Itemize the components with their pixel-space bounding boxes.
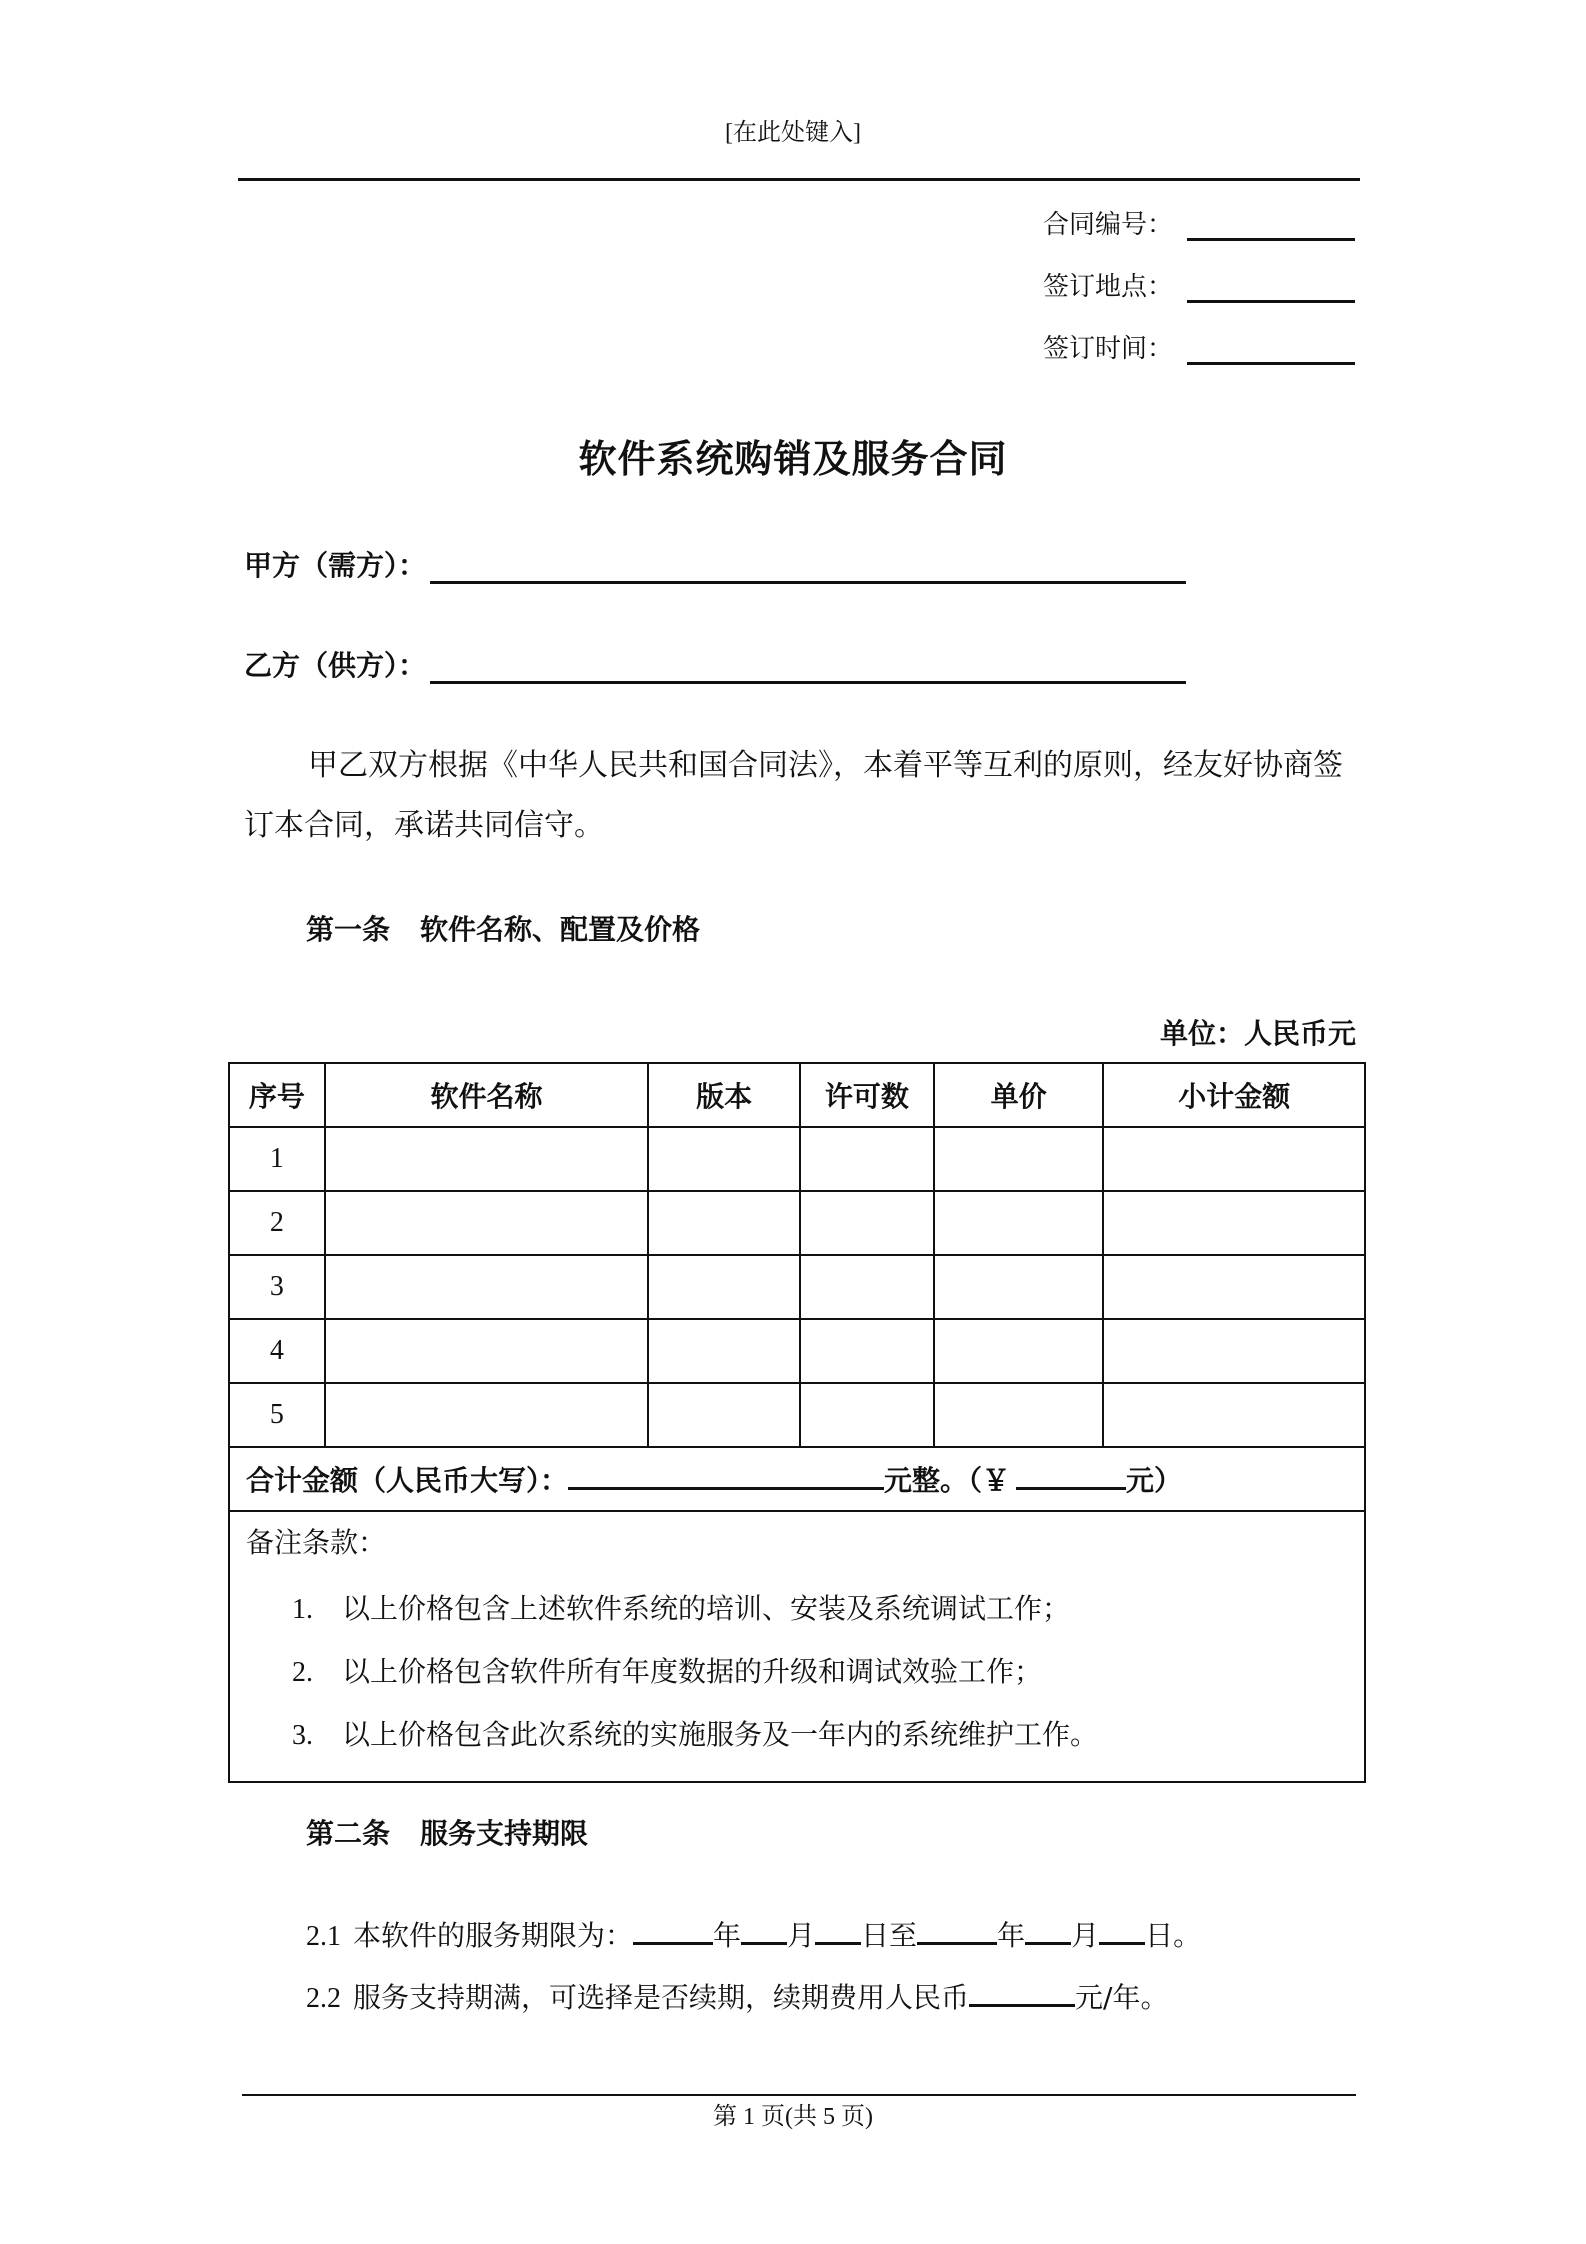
table-row (229, 1383, 1365, 1447)
signing-place-blank[interactable] (1187, 270, 1355, 303)
currency-unit: 单位：人民币元 (1159, 1017, 1356, 1050)
cell-license-count[interactable] (800, 1383, 934, 1447)
clause-text: 服务支持期满，可选择是否续期，续期费用人民币 (353, 1981, 970, 2014)
contract-number-field (1043, 204, 1355, 241)
contract-number-blank[interactable] (1187, 208, 1355, 241)
month-label: 月 (1071, 1919, 1100, 1952)
end-year-blank[interactable] (917, 1914, 997, 1945)
cell-license-count[interactable] (800, 1127, 934, 1191)
party-b-blank[interactable] (430, 651, 1186, 684)
year-label: 年 (997, 1919, 1026, 1952)
row-index: 1 (229, 1127, 325, 1191)
cell-version[interactable] (648, 1191, 800, 1255)
col-header-index: 序号 (229, 1063, 325, 1127)
start-day-blank[interactable] (815, 1914, 861, 1945)
signing-place-label: 签订地点： (1043, 272, 1174, 302)
signing-time-label: 签订时间： (1043, 334, 1174, 364)
cell-subtotal[interactable] (1103, 1127, 1365, 1191)
total-row (229, 1447, 1365, 1511)
total-amount-cell (229, 1447, 1365, 1511)
table-row (229, 1191, 1365, 1255)
cell-software-name[interactable] (325, 1191, 648, 1255)
renewal-fee-blank[interactable] (969, 1976, 1075, 2007)
day-end-label: 日。 (1145, 1919, 1202, 1952)
end-month-blank[interactable] (1025, 1914, 1071, 1945)
cell-version[interactable] (648, 1255, 800, 1319)
note-item (246, 1704, 1348, 1767)
signing-time-field (1043, 328, 1355, 365)
col-header-unit-price: 单价 (934, 1063, 1104, 1127)
note-number: 1. (292, 1594, 313, 1625)
notes-row (229, 1511, 1365, 1782)
party-a-blank[interactable] (430, 551, 1186, 584)
page-header[interactable]: [在此处键入] (725, 120, 861, 146)
cell-version[interactable] (648, 1319, 800, 1383)
article-1-title: 软件名称、配置及价格 (420, 913, 701, 946)
col-header-software-name: 软件名称 (325, 1063, 648, 1127)
signing-place-field (1043, 266, 1355, 303)
clause-number: 2.1 (306, 1921, 341, 1952)
contract-number-label: 合同编号： (1043, 210, 1174, 240)
total-amount-suffix: 元整。（￥ (884, 1464, 1011, 1497)
cell-software-name[interactable] (325, 1319, 648, 1383)
note-text: 以上价格包含上述软件系统的培训、安装及系统调试工作； (342, 1592, 1071, 1625)
col-header-subtotal: 小计金额 (1103, 1063, 1365, 1127)
party-a-field (244, 544, 1186, 584)
note-number: 3. (292, 1720, 313, 1751)
col-header-version: 版本 (648, 1063, 800, 1127)
total-amount-end: 元） (1126, 1464, 1183, 1497)
clause-2-2 (306, 1976, 1168, 2016)
total-amount-words-blank[interactable] (568, 1459, 884, 1490)
row-index: 4 (229, 1319, 325, 1383)
day-to-label: 日至 (861, 1919, 918, 1952)
start-month-blank[interactable] (741, 1914, 787, 1945)
cell-unit-price[interactable] (934, 1255, 1104, 1319)
cell-unit-price[interactable] (934, 1319, 1104, 1383)
end-day-blank[interactable] (1099, 1914, 1145, 1945)
party-b-field (244, 644, 1186, 684)
page-number: 第 1 页(共 5 页) (713, 2104, 873, 2130)
start-year-blank[interactable] (633, 1914, 713, 1945)
document-title: 软件系统购销及服务合同 (578, 437, 1008, 481)
cell-software-name[interactable] (325, 1127, 648, 1191)
intro-paragraph: 甲乙双方根据《中华人民共和国合同法》，本着平等互利的原则，经友好协商签订本合同，承诺共同信守。 (244, 748, 1343, 843)
party-a-label: 甲方（需方）： (244, 549, 427, 582)
article-1-heading (306, 908, 700, 948)
notes-title: 备注条款： (246, 1526, 387, 1559)
col-header-license-count: 许可数 (800, 1063, 934, 1127)
row-index: 2 (229, 1191, 325, 1255)
month-label: 月 (787, 1919, 816, 1952)
article-2-number: 第二条 (306, 1817, 391, 1850)
note-text: 以上价格包含软件所有年度数据的升级和调试效验工作； (342, 1655, 1043, 1688)
cell-subtotal[interactable] (1103, 1255, 1365, 1319)
cell-subtotal[interactable] (1103, 1191, 1365, 1255)
notes-cell (229, 1511, 1365, 1782)
cell-software-name[interactable] (325, 1383, 648, 1447)
table-row (229, 1319, 1365, 1383)
cell-unit-price[interactable] (934, 1383, 1104, 1447)
clause-2-1 (306, 1914, 1201, 1954)
cell-unit-price[interactable] (934, 1191, 1104, 1255)
clause-number: 2.2 (306, 1983, 341, 2014)
cell-license-count[interactable] (800, 1255, 934, 1319)
table-header-row (229, 1063, 1365, 1127)
cell-license-count[interactable] (800, 1319, 934, 1383)
note-text: 以上价格包含此次系统的实施服务及一年内的系统维护工作。 (342, 1718, 1099, 1751)
total-amount-label: 合计金额（人民币大写）： (246, 1464, 569, 1497)
renewal-fee-suffix: 元/年。 (1075, 1981, 1169, 2014)
party-b-label: 乙方（供方）： (244, 649, 427, 682)
note-item (246, 1578, 1348, 1641)
note-number: 2. (292, 1657, 313, 1688)
table-row (229, 1255, 1365, 1319)
cell-unit-price[interactable] (934, 1127, 1104, 1191)
cell-license-count[interactable] (800, 1191, 934, 1255)
cell-subtotal[interactable] (1103, 1383, 1365, 1447)
article-2-title: 服务支持期限 (420, 1817, 589, 1850)
year-label: 年 (713, 1919, 742, 1952)
software-price-table (228, 1062, 1366, 1783)
total-amount-figure-blank[interactable] (1016, 1459, 1126, 1490)
signing-time-blank[interactable] (1187, 332, 1355, 365)
table-row (229, 1127, 1365, 1191)
cell-subtotal[interactable] (1103, 1319, 1365, 1383)
note-item (246, 1641, 1348, 1704)
article-2-heading (306, 1812, 588, 1852)
article-1-number: 第一条 (306, 913, 391, 946)
row-index: 5 (229, 1383, 325, 1447)
cell-software-name[interactable] (325, 1255, 648, 1319)
cell-version[interactable] (648, 1127, 800, 1191)
header-divider (238, 178, 1360, 181)
row-index: 3 (229, 1255, 325, 1319)
clause-text: 本软件的服务期限为： (353, 1919, 634, 1952)
cell-version[interactable] (648, 1383, 800, 1447)
